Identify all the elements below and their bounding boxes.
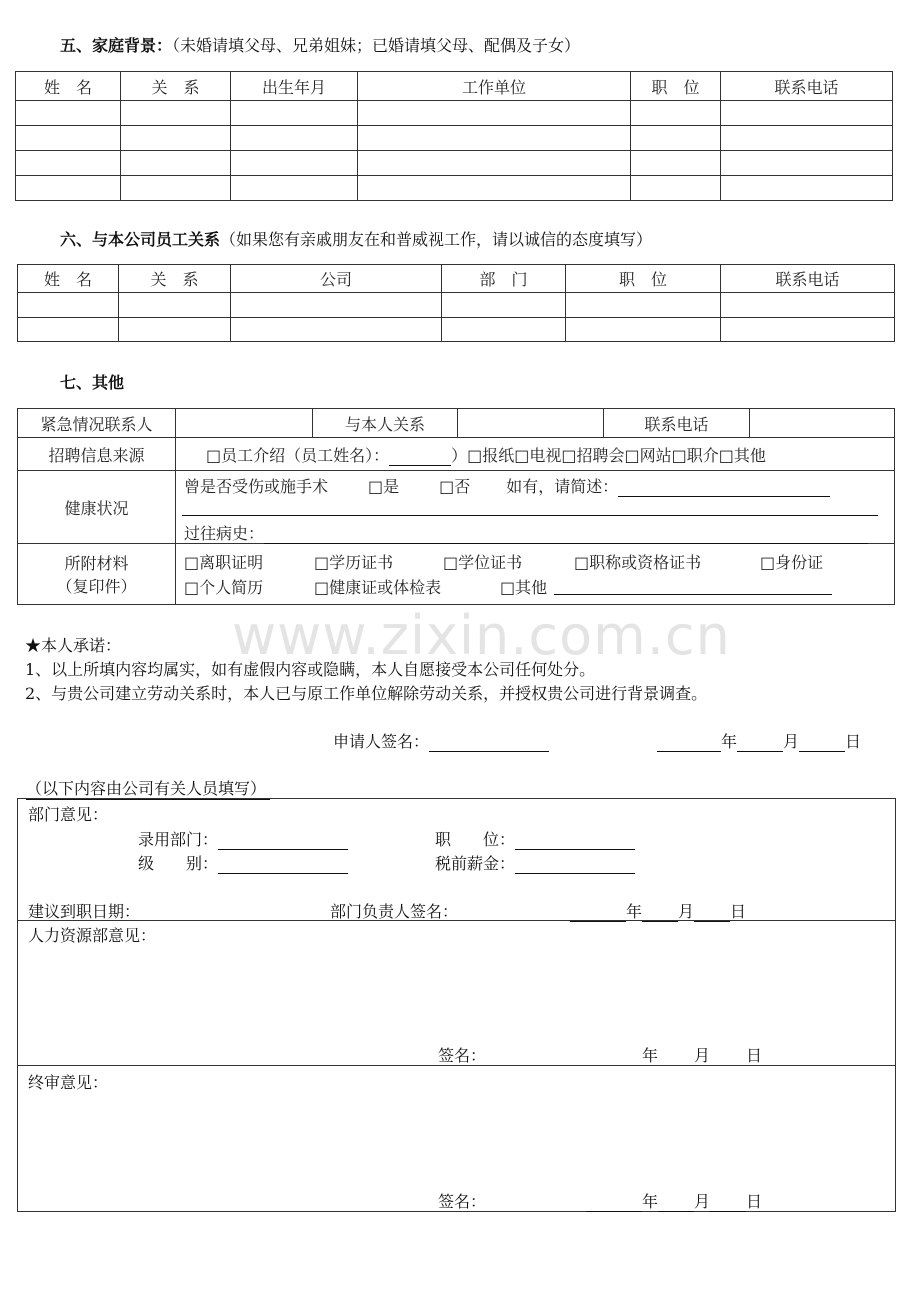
attach-diploma-checkbox[interactable]: □学历证书	[314, 553, 394, 572]
header-birth: 出生年月	[231, 72, 358, 101]
pledge-item-1: 1、以上所填内容均属实，如有虚假内容或隐瞒，本人自愿接受本公司任何处分。	[25, 660, 596, 679]
office-use-note: （以下内容由公司有关人员填写）	[26, 776, 270, 800]
salary-label: 税前薪金：	[435, 854, 516, 873]
salary-row	[435, 851, 635, 874]
month-label: 月	[678, 902, 695, 921]
day-label: 日	[746, 1046, 763, 1065]
hr-opinion-label: 人力资源部意见：	[28, 926, 157, 945]
attach-id-checkbox[interactable]: □身份证	[760, 553, 824, 572]
other-info-table	[17, 408, 895, 605]
attach-qualification-checkbox[interactable]: □职称或资格证书	[574, 553, 702, 572]
header-name: 姓 名	[18, 265, 119, 293]
health-yes-checkbox[interactable]: □是	[368, 477, 400, 496]
health-no-checkbox[interactable]: □否	[439, 477, 471, 496]
header-relation: 关 系	[121, 72, 231, 101]
source-referral-option[interactable]: □员工介绍（员工姓名）：	[206, 445, 390, 465]
section-title: 五、家庭背景：	[60, 36, 173, 55]
dept-opinion-label: 部门意见：	[28, 805, 109, 824]
health-label: 健康状况	[18, 471, 176, 544]
header-relation: 关 系	[119, 265, 231, 293]
hire-dept-field[interactable]	[218, 833, 348, 850]
day-field[interactable]	[710, 1195, 746, 1212]
final-date	[586, 1189, 762, 1212]
emergency-contact-field[interactable]	[176, 409, 313, 438]
applicant-date	[657, 729, 861, 752]
hire-dept-label: 录用部门：	[138, 830, 219, 849]
department-opinion-box[interactable]	[17, 798, 896, 921]
applicant-sign-field[interactable]	[429, 735, 549, 752]
family-table	[15, 71, 893, 201]
header-department: 部 门	[442, 265, 566, 293]
header-phone: 联系电话	[721, 72, 893, 101]
pledge-title: ★本人承诺：	[25, 636, 122, 655]
section-title: 六、与本公司员工关系	[60, 230, 221, 249]
source-other-options[interactable]: ）□报纸□电视□招聘会□网站□职介□其他	[451, 445, 766, 465]
table-row[interactable]	[16, 101, 893, 126]
position-label: 职 位：	[435, 830, 516, 849]
applicant-sign-label: 申请人签名：	[333, 732, 430, 751]
emergency-contact-label: 紧急情况联系人	[18, 409, 176, 438]
attach-resignation-checkbox[interactable]: □离职证明	[184, 553, 264, 572]
year-label: 年	[721, 732, 738, 751]
describe-label: 如有，请简述：	[506, 477, 619, 496]
level-label: 级 别：	[138, 854, 219, 873]
dept-head-sign-label: 部门负责人签名：	[330, 902, 459, 921]
table-row[interactable]	[18, 318, 895, 342]
header-position: 职 位	[631, 72, 721, 101]
relation-field[interactable]	[458, 409, 604, 438]
header-employer: 工作单位	[358, 72, 631, 101]
header-position: 职 位	[566, 265, 721, 293]
position-row	[435, 827, 635, 850]
year-label: 年	[642, 1192, 659, 1211]
hr-date	[586, 1043, 762, 1066]
salary-field[interactable]	[515, 857, 635, 874]
table-row[interactable]	[16, 176, 893, 201]
applicant-signature	[333, 729, 549, 752]
attachments-label-line1: 所附材料	[64, 554, 129, 573]
day-label: 日	[845, 732, 862, 751]
final-opinion-label: 终审意见：	[28, 1073, 109, 1092]
hire-dept-row	[138, 827, 348, 850]
table-row[interactable]	[18, 293, 895, 318]
table-header-row	[16, 72, 893, 101]
attach-other-field[interactable]	[554, 578, 832, 595]
day-label: 日	[730, 902, 747, 921]
month-field[interactable]	[658, 1195, 694, 1212]
referral-name-field[interactable]	[389, 449, 451, 466]
attach-degree-checkbox[interactable]: □学位证书	[443, 553, 523, 572]
attachments-options	[176, 544, 895, 605]
year-field[interactable]	[586, 1049, 642, 1066]
hr-opinion-box[interactable]	[17, 919, 896, 1066]
watermark: www.zixin.com.cn	[232, 604, 731, 667]
start-date-label: 建议到职日期：	[28, 902, 141, 921]
month-label: 月	[783, 732, 800, 751]
section-note: （如果您有亲戚朋友在和普威视工作，请以诚信的态度填写）	[220, 230, 653, 249]
year-label: 年	[626, 902, 643, 921]
describe-line[interactable]	[182, 515, 878, 516]
header-phone: 联系电话	[721, 265, 895, 293]
final-sign-label: 签名：	[438, 1192, 487, 1211]
history-field[interactable]	[264, 527, 868, 544]
phone-field[interactable]	[750, 409, 895, 438]
table-row[interactable]	[16, 126, 893, 151]
section-6-heading	[60, 227, 652, 250]
day-label: 日	[746, 1192, 763, 1211]
year-label: 年	[642, 1046, 659, 1065]
level-row	[138, 851, 348, 874]
month-field[interactable]	[737, 735, 783, 752]
phone-label: 联系电话	[604, 409, 750, 438]
final-opinion-box[interactable]	[17, 1065, 896, 1212]
month-field[interactable]	[658, 1049, 694, 1066]
year-field[interactable]	[657, 735, 721, 752]
month-label: 月	[694, 1046, 711, 1065]
level-field[interactable]	[218, 857, 348, 874]
year-field[interactable]	[586, 1195, 642, 1212]
section-note: （未婚请填父母、兄弟姐妹；已婚请填父母、配偶及子女）	[172, 36, 581, 55]
attach-resume-checkbox[interactable]: □个人简历	[184, 578, 264, 597]
pledge-item-2: 2、与贵公司建立劳动关系时，本人已与原工作单位解除劳动关系，并授权贵公司进行背景调查。	[25, 684, 708, 703]
day-field[interactable]	[710, 1049, 746, 1066]
attach-health-cert-checkbox[interactable]: □健康证或体检表	[314, 578, 442, 597]
position-field[interactable]	[515, 833, 635, 850]
history-label: 过往病史：	[184, 524, 265, 543]
header-name: 姓 名	[16, 72, 121, 101]
section-5-heading	[60, 33, 580, 56]
health-field[interactable]	[176, 471, 895, 544]
health-question: 曾是否受伤或施手术	[184, 477, 329, 496]
describe-field[interactable]	[618, 480, 830, 497]
section-7-heading: 七、其他	[60, 373, 125, 392]
attach-other-checkbox[interactable]: □其他	[500, 578, 548, 597]
header-company: 公司	[231, 265, 442, 293]
relation-label: 与本人关系	[313, 409, 458, 438]
table-row[interactable]	[16, 151, 893, 176]
table-header-row	[18, 265, 895, 293]
attachments-label-line2: （复印件）	[56, 577, 137, 596]
month-label: 月	[694, 1192, 711, 1211]
company-relations-table	[17, 264, 895, 342]
source-label: 招聘信息来源	[18, 438, 176, 471]
day-field[interactable]	[799, 735, 845, 752]
hr-sign-label: 签名：	[438, 1046, 487, 1065]
source-options[interactable]	[176, 438, 895, 471]
attachments-label	[18, 544, 176, 605]
